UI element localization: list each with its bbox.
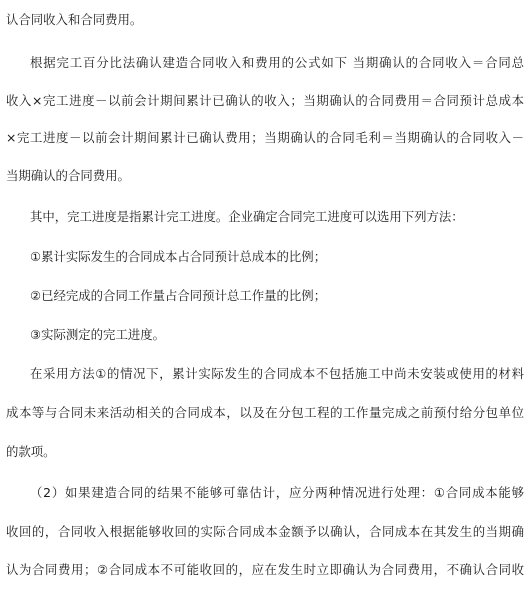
text-line-11: 成本等与合同未来活动相关的合同成本，以及在分包工程的工作量完成之前预付给分包单位 (6, 405, 524, 420)
text-line-2: 根据完工百分比法确认建造合同收入和费用的公式如下 当期确认的合同收入＝合同总 (30, 55, 524, 70)
text-line-14: 收回的，合同收入根据能够收回的实际合同成本金额予以确认，合同成本在其发生的当期确 (6, 524, 524, 539)
text-line-1: 认合同收入和合同费用。 (6, 12, 143, 27)
text-line-13: （2）如果建造合同的结果不能够可靠估计，应分两种情况进行处理：①合同成本能够 (30, 485, 524, 500)
list-item-1: ①累计实际发生的合同成本占合同预计总成本的比例； (30, 249, 327, 264)
text-line-5: 当期确认的合同费用。 (6, 168, 130, 183)
list-item-2: ②已经完成的合同工作量占合同预计总工作量的比例； (30, 288, 327, 303)
text-line-15: 认为合同费用；②合同成本不可能收回的，应在发生时立即确认为合同费用，不确认合同收 (6, 562, 524, 577)
list-item-3: ③实际测定的完工进度。 (30, 327, 166, 342)
text-line-6: 其中，完工进度是指累计完工进度。企业确定合同完工进度可以选用下列方法： (30, 209, 464, 224)
text-line-4: ×完工进度－以前会计期间累计已确认费用；当期确认的合同毛利＝当期确认的合同收入－ (6, 130, 524, 145)
text-line-3: 收入×完工进度－以前会计期间累计已确认的收入；当期确认的合同费用＝合同预计总成本 (6, 93, 524, 108)
text-line-12: 的款项。 (6, 444, 56, 459)
text-line-10: 在采用方法①的情况下，累计实际发生的合同成本不包括施工中尚未安装或使用的材料 (30, 366, 524, 381)
